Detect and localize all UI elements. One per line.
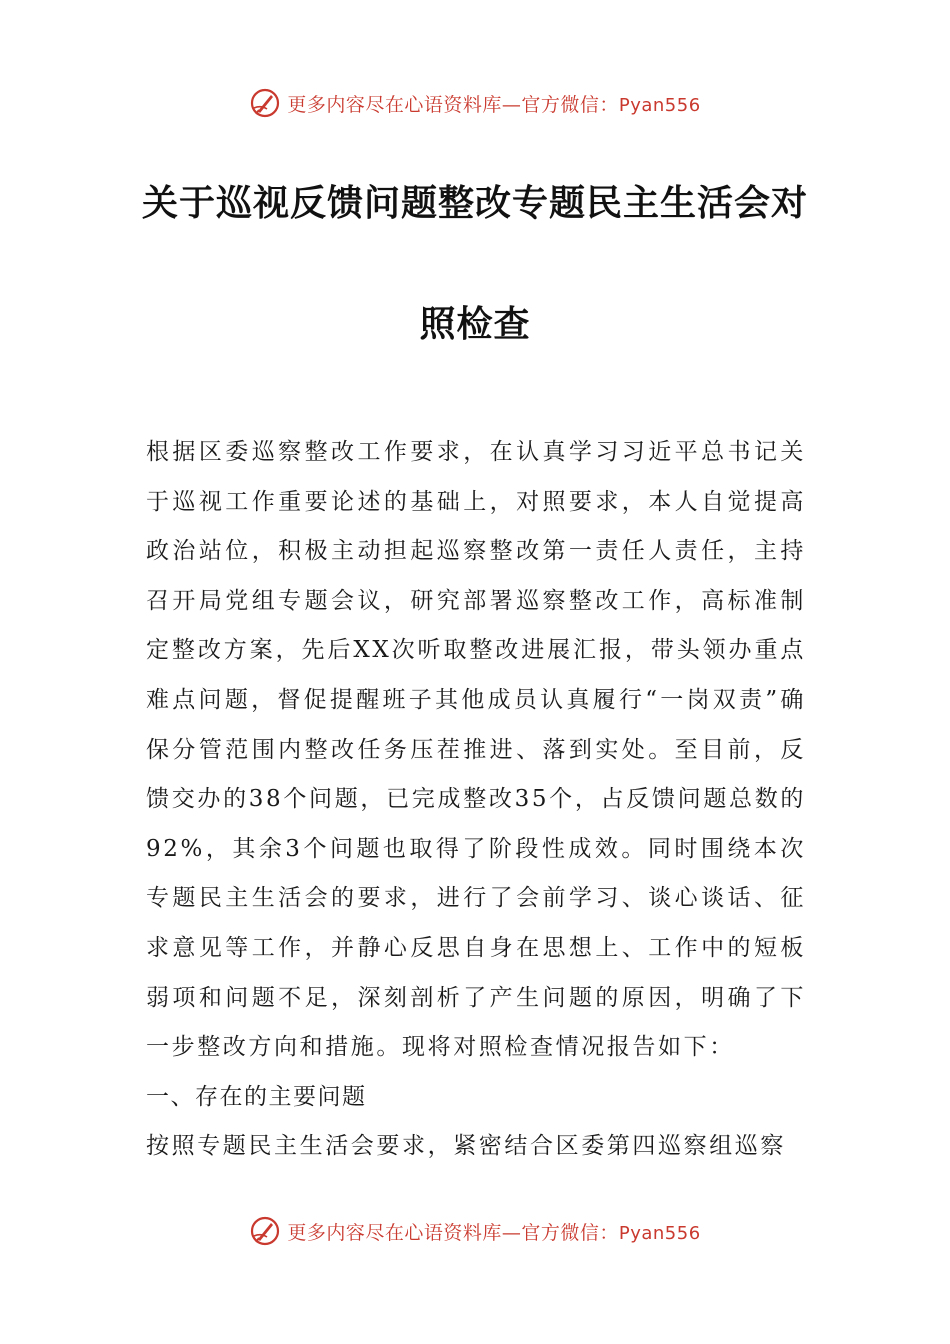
document-title-line-2: 照检查 [419,303,531,345]
watermark-wechat-id: Pyan556 [618,1222,701,1244]
footer-watermark [0,1211,950,1251]
section-heading: 一、存在的主要问题 [146,1083,367,1110]
document-body [146,428,806,1172]
quill-pen-logo-icon [249,87,281,119]
body-paragraph: 根据区委巡察整改工作要求，在认真学习习近平总书记关于巡视工作重要论述的基础上，对照要求，本人自觉提高政治站位，积极主动担起巡察整改第一责任人责任，主持召开局党组专题会议，研究部署巡察整改工作，高标准制定整改方案，先后XX次听取整改进展汇报，带头领办重点难点问题，督促提醒班子其他成员认真履行“一岗双责”确保分管范围内整改任务压茬推进、落到实处。至目前，反馈交办的38个问题，已完成整改35个，占反馈问题总数的92%，其余3个问题也取得了阶段性成效。同时围绕本次专题民主生活会的要求，进行了会前学习、谈心谈话、征求意见等工作，并静心反思自身在思想上、工作中的短板弱项和问题不足，深刻剖析了产生问题的原因，明确了下一步整改方向和措施。现将对照检查情况报告如下： [146,439,806,1061]
document-title-line-1: 关于巡视反馈问题整改专题民主生活会对 [141,182,808,224]
watermark-text: 更多内容尽在心语资料库—官方微信：Pyan556 [287,1221,701,1244]
quill-pen-logo-icon [249,1215,281,1247]
watermark-text: 更多内容尽在心语资料库—官方微信：Pyan556 [287,93,701,116]
watermark-wechat-id: Pyan556 [618,94,701,116]
header-watermark [0,83,950,123]
body-paragraph: 按照专题民主生活会要求，紧密结合区委第四巡察组巡察 [146,1133,786,1160]
